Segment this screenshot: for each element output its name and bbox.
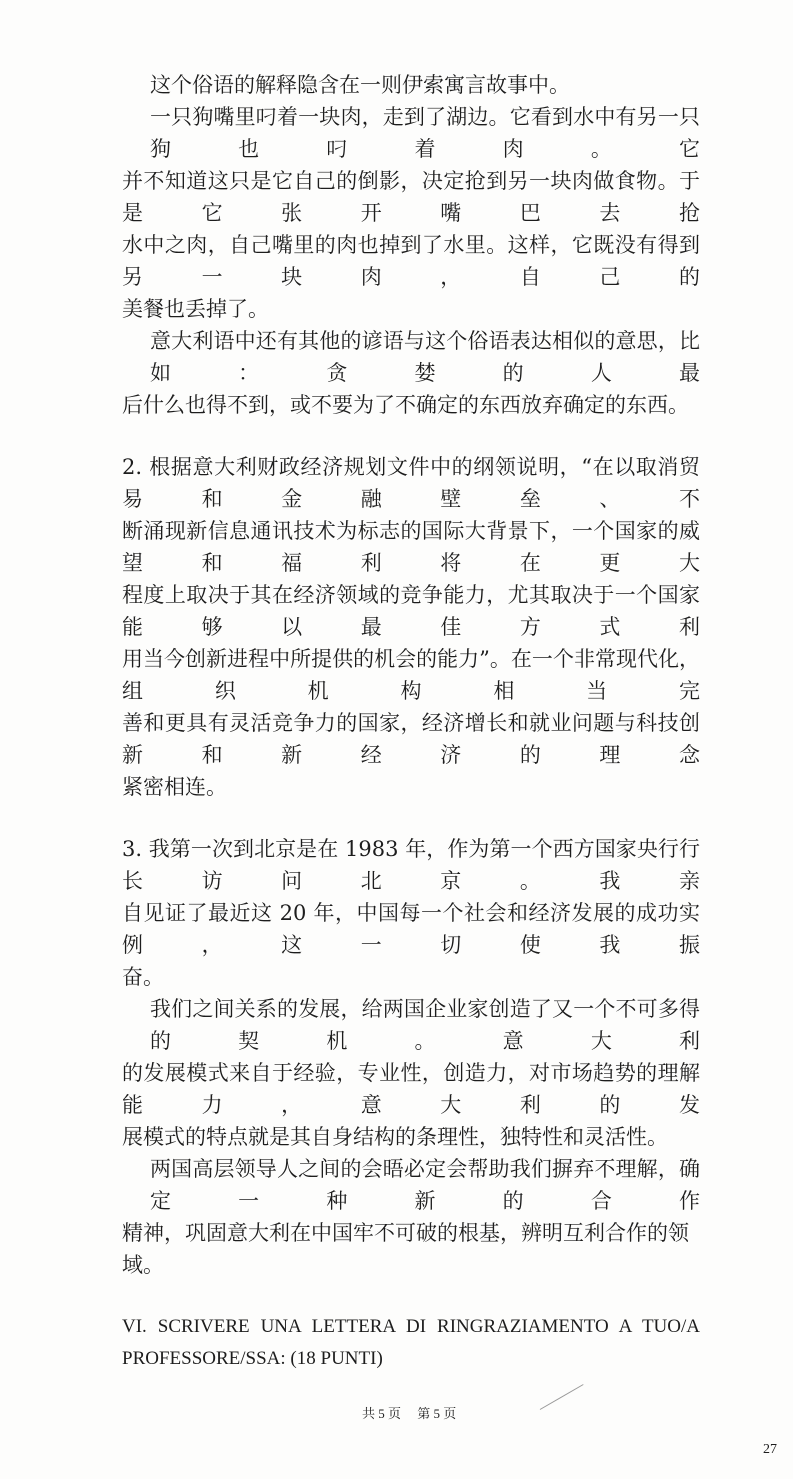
section-heading [122, 1311, 700, 1375]
text-line: 两国高层领导人之间的会晤必定会帮助我们摒弃不理解，确定一种新的合作 [150, 1157, 700, 1213]
paragraph [122, 833, 700, 993]
text-line: 2. 根据意大利财政经济规划文件中的纲领说明，“在以取消贸易和金融壁垒、不 [122, 455, 700, 511]
text-line: 我们之间关系的发展，给两国企业家创造了又一个不可多得的契机。意大利 [150, 997, 700, 1053]
paragraph [122, 325, 700, 421]
text-line: 水中之肉，自己嘴里的肉也掉到了水里。这样，它既没有得到另一块肉，自己的 [122, 233, 700, 289]
text-line: 并不知道这只是它自己的倒影，决定抢到另一块肉做食物。于是它张开嘴巴去抢 [122, 169, 700, 225]
document-page [0, 69, 700, 1375]
heading-line: PROFESSORE/SSA: (18 PUNTI) [122, 1348, 383, 1369]
paragraph [122, 101, 700, 325]
paragraph [122, 69, 700, 101]
text-line: 精神，巩固意大利在中国牢不可破的根基，辨明互利合作的领域。 [122, 1221, 689, 1277]
page-number: 27 [763, 1442, 777, 1457]
heading-line: VI. SCRIVERE UNA LETTERA DI RINGRAZIAMENTO A TUO/A [122, 1316, 700, 1337]
text-line: 用当今创新进程中所提供的机会的能力”。在一个非常现代化，组织机构相当完 [122, 647, 700, 703]
text-line: 意大利语中还有其他的谚语与这个俗语表达相似的意思，比如：贪婪的人最 [150, 329, 700, 385]
text-line: 程度上取决于其在经济领域的竞争能力，尤其取决于一个国家能够以最佳方式利 [122, 583, 700, 639]
page-info: 共 5 页 第 5 页 [362, 1406, 457, 1421]
page-footer [0, 1375, 793, 1479]
text-line: 奋。 [122, 965, 164, 989]
text-line: 3. 我第一次到北京是在 1983 年，作为第一个西方国家央行行长访问北京。我亲 [122, 837, 700, 893]
text-line: 这个俗语的解释隐含在一则伊索寓言故事中。 [150, 73, 570, 97]
text-line: 紧密相连。 [122, 775, 227, 799]
text-line: 断涌现新信息通讯技术为标志的国际大背景下，一个国家的威望和福利将在更大 [122, 519, 700, 575]
text-line: 自见证了最近这 20 年，中国每一个社会和经济发展的成功实例，这一切使我振 [122, 901, 700, 957]
paragraph [122, 451, 700, 803]
paragraph [122, 1153, 700, 1281]
paragraph [122, 993, 700, 1153]
text-line: 一只狗嘴里叼着一块肉，走到了湖边。它看到水中有另一只狗也叼着肉。它 [150, 105, 700, 161]
text-line: 美餐也丢掉了。 [122, 297, 269, 321]
text-line: 后什么也得不到，或不要为了不确定的东西放弃确定的东西。 [122, 393, 689, 417]
text-line: 展模式的特点就是其自身结构的条理性，独特性和灵活性。 [122, 1125, 668, 1149]
text-line: 善和更具有灵活竞争力的国家，经济增长和就业问题与科技创新和新经济的理念 [122, 711, 700, 767]
text-line: 的发展模式来自于经验，专业性，创造力，对市场趋势的理解能力，意大利的发 [122, 1061, 700, 1117]
